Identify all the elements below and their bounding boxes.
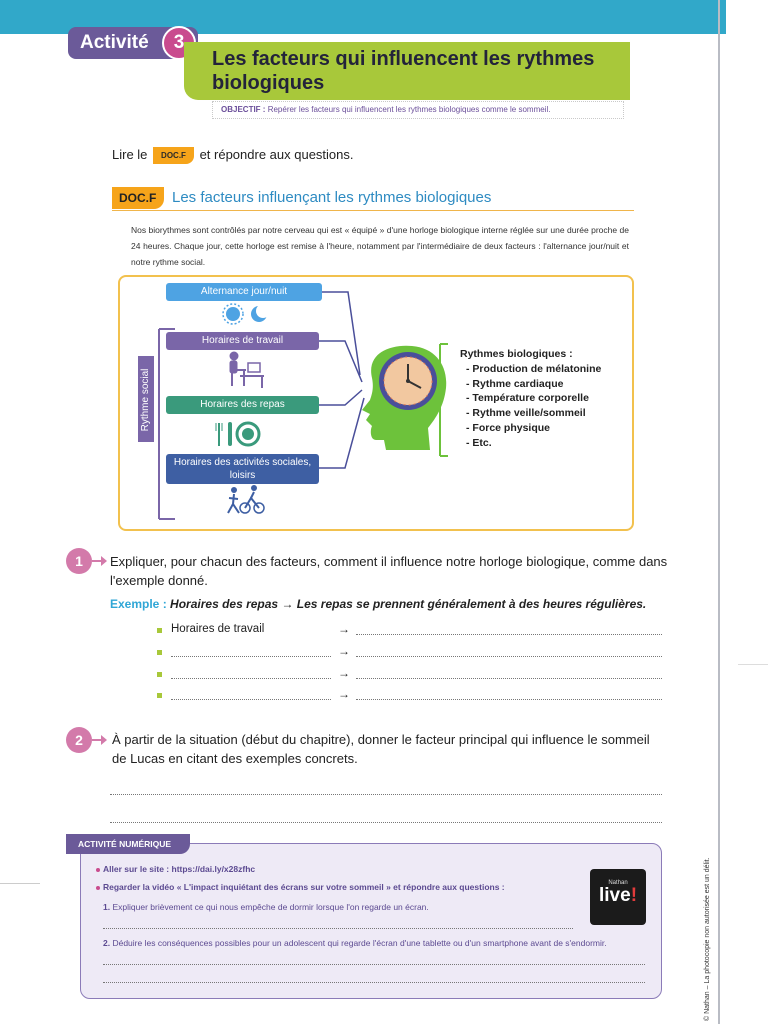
- rhythms-title: Rythmes biologiques :: [460, 348, 573, 360]
- factor-travail-label: Horaires de travail: [166, 332, 319, 350]
- instruction-after: et répondre aux questions.: [199, 147, 354, 162]
- answer-row-2-arrow: →: [338, 644, 350, 658]
- answer-row-3-arrow: →: [338, 666, 350, 680]
- objective-label: OBJECTIF :: [221, 105, 266, 114]
- numeric-q2-num: 2.: [103, 938, 111, 948]
- answer-line[interactable]: [356, 634, 662, 635]
- answer-line[interactable]: [171, 699, 331, 700]
- activity-label: Activité: [80, 32, 149, 53]
- rhythm-item: - Etc.: [466, 436, 492, 449]
- numeric-q2: [103, 938, 607, 948]
- doc-text: Nos biorythmes sont contrôlés par notre cerveau qui est « équipé » d'une horloge biologique interne réglée sur une durée proche de 24 heures. Chaque jour, cette horloge est remise à l'heure, notamment par l'intermédiaire de deux facteurs : l'alternance jour/nuit et notre rythme social.: [131, 225, 629, 267]
- site-label: Aller sur le site :: [103, 864, 170, 874]
- video-link[interactable]: https://dai.ly/x28zfhc: [171, 864, 256, 874]
- answer-line[interactable]: [356, 699, 662, 700]
- answer-line[interactable]: [110, 822, 662, 823]
- factor-alternance-label: Alternance jour/nuit: [166, 283, 322, 301]
- instruction-before: Lire le: [112, 147, 148, 162]
- question-1-number: 1: [66, 548, 92, 574]
- answer-line[interactable]: [103, 928, 573, 929]
- bullet-icon: [157, 672, 162, 677]
- answer-line[interactable]: [110, 794, 662, 795]
- desk-worker-icon: [230, 352, 264, 388]
- question-2-number: 2: [66, 727, 92, 753]
- doc-reference-tag: DOC.F: [153, 147, 194, 164]
- rythme-social-label: Rythme social: [140, 368, 151, 432]
- bullet-icon: [96, 886, 100, 890]
- answer-line[interactable]: [103, 964, 645, 965]
- doc-title: Les facteurs influençant les rythmes biologiques: [172, 189, 492, 206]
- logo-small-text: Nathan: [608, 880, 628, 886]
- nathan-live-logo[interactable]: [590, 869, 646, 925]
- rhythms-list: [460, 347, 630, 451]
- example-line: [110, 597, 646, 611]
- numeric-q1: [103, 902, 429, 912]
- copyright-notice: © Nathan – La photocopie non autorisée est un délit.: [704, 857, 711, 1021]
- numeric-line-2: Regarder la vidéo « L'impact inquiétant des écrans sur votre sommeil » et répondre aux questions :: [103, 882, 505, 892]
- example-label: Exemple :: [110, 597, 167, 611]
- numeric-q2-text: Déduire les conséquences possibles pour un adolescent qui regarde l'écran d'une tablette ou d'un smartphone avant de s'endormir.: [112, 938, 607, 948]
- rhythm-item: - Rythme veille/sommeil: [466, 407, 586, 420]
- logo-bang: !: [630, 885, 638, 906]
- answer-row-1-label: Horaires de travail: [171, 623, 265, 635]
- bullet-icon: [157, 650, 162, 655]
- cutlery-icon: [216, 422, 259, 446]
- answer-line[interactable]: [356, 656, 662, 657]
- page-title: Les facteurs qui influencent les rythmes biologiques: [212, 48, 595, 94]
- question-1-text: Expliquer, pour chacun des facteurs, comment il influence notre horloge biologique, comme dans l'exemple donné.: [110, 554, 668, 588]
- walker-cyclist-icon: [228, 485, 264, 513]
- answer-row-1-arrow: →: [338, 622, 350, 636]
- numeric-q1-text: Expliquer brièvement ce qui nous empêche de dormir lorsque l'on regarde un écran.: [112, 902, 429, 912]
- question-2-text: À partir de la situation (début du chapitre), donner le facteur principal qui influence le sommeil de Lucas en citant des exemples concrets.: [112, 732, 650, 766]
- answer-line[interactable]: [103, 982, 645, 983]
- answer-line[interactable]: [171, 678, 331, 679]
- answer-row-4-arrow: →: [338, 687, 350, 701]
- rhythm-item: - Production de mélatonine: [466, 362, 602, 375]
- answer-line[interactable]: [171, 656, 331, 657]
- bullet-icon: [157, 628, 162, 633]
- objective-text: Repérer les facteurs qui influencent les rythmes biologiques comme le sommeil.: [267, 105, 551, 114]
- numeric-q1-num: 1.: [103, 902, 111, 912]
- factor-sociales-label: Horaires des activités sociales, loisirs: [166, 454, 319, 484]
- numeric-activity-tag: ACTIVITÉ NUMÉRIQUE: [66, 834, 190, 854]
- bullet-icon: [96, 868, 100, 872]
- head-clock-icon: [362, 346, 446, 450]
- sun-icon: [223, 304, 243, 324]
- rhythm-item: - Force physique: [466, 421, 551, 434]
- moon-icon: [251, 304, 270, 322]
- example-text: Horaires des repas → Les repas se prennent généralement à des heures régulières.: [170, 597, 647, 611]
- question-arrow-icon: [92, 555, 108, 567]
- logo-big-text: live: [598, 885, 631, 906]
- answer-line[interactable]: [356, 678, 662, 679]
- question-arrow-icon: [92, 734, 108, 746]
- factor-repas-label: Horaires des repas: [166, 396, 319, 414]
- rhythm-item: - Rythme cardiaque: [466, 377, 564, 390]
- bullet-icon: [157, 693, 162, 698]
- doc-tag: DOC.F: [112, 187, 164, 209]
- numeric-line-1: [103, 864, 255, 874]
- activity-number: 3: [162, 26, 196, 60]
- rhythm-item: - Température corporelle: [466, 392, 589, 405]
